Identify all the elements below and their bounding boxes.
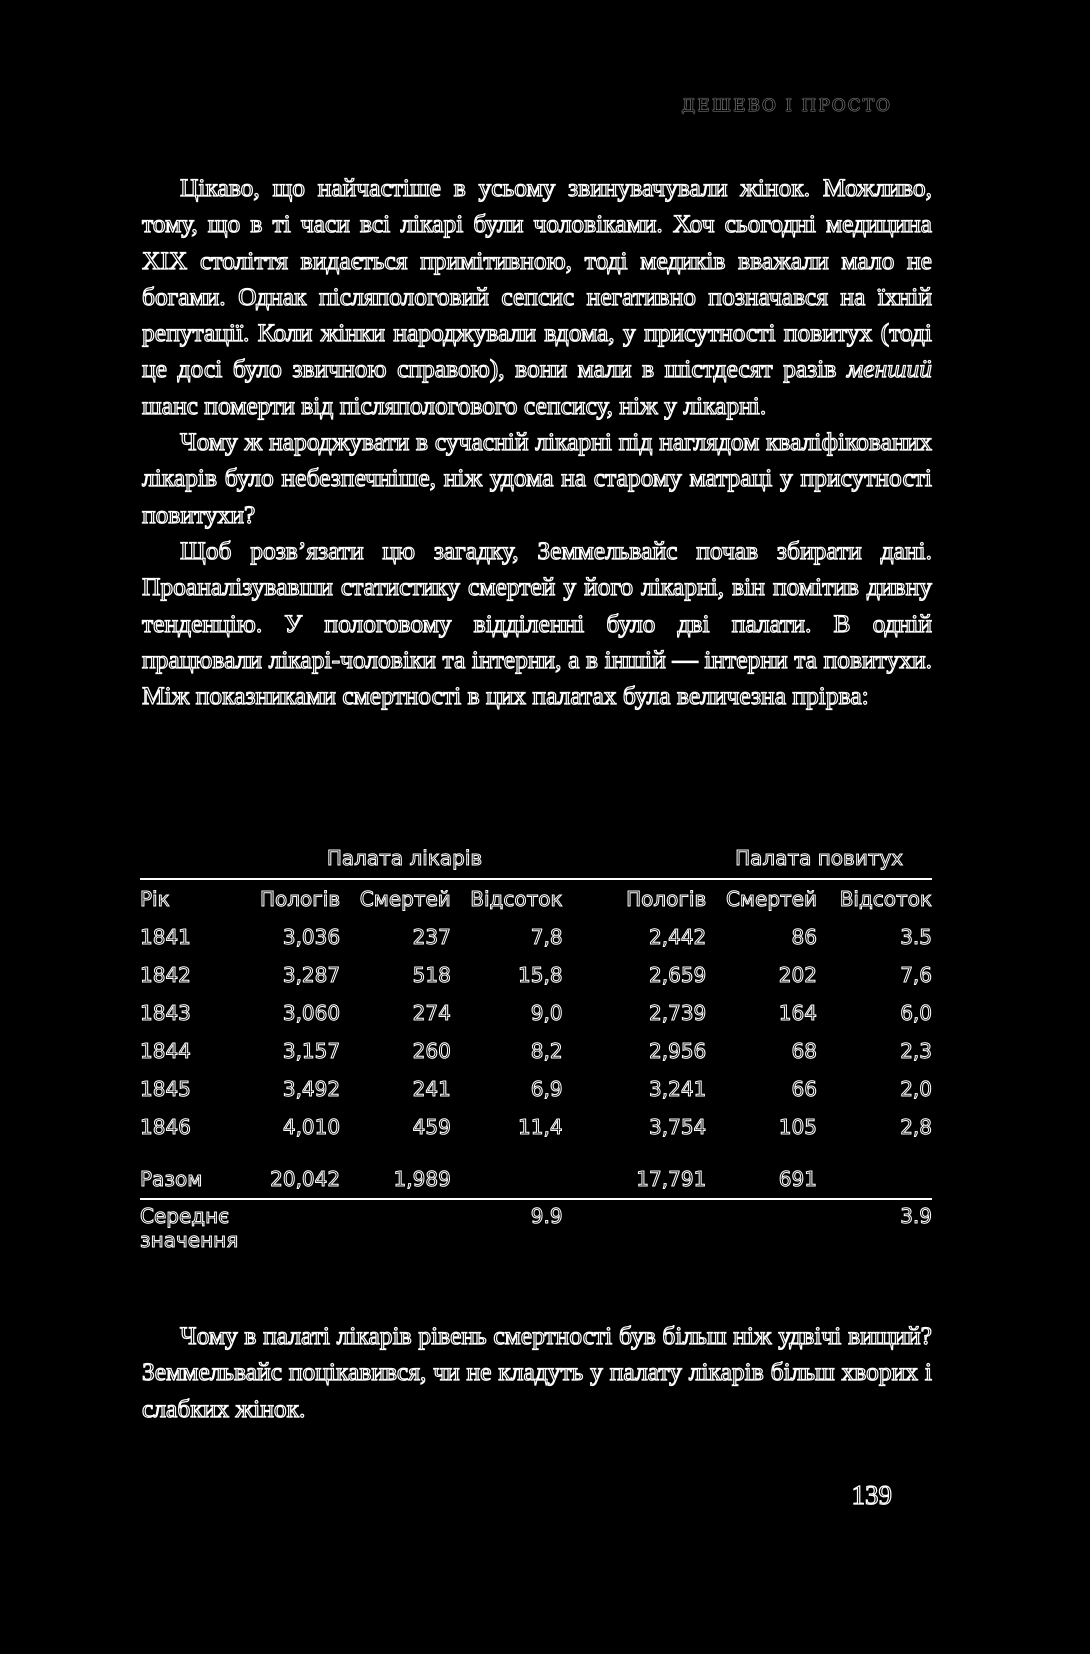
group-midwives: Палата повитух — [706, 838, 932, 879]
table-group-header — [140, 838, 932, 879]
table-row: 1841 3,036 237 7,8 2,442 86 3.5 — [140, 925, 932, 949]
group-doctors: Палата лікарів — [246, 838, 562, 879]
table-row: 1845 3,492 241 6,9 3,241 66 2,0 — [140, 1077, 932, 1101]
paragraph-4: Чому в палаті лікарів рівень смертності був більш ніж удвічі вищий? Земмельвайс поцікавився, чи не кладуть у палату лікарів більш хворих і слабких жінок. — [142, 1321, 932, 1423]
running-head: ДЕШЕВО І ПРОСТО — [681, 96, 892, 116]
table-row: 1846 4,010 459 11,4 3,754 105 2,8 — [140, 1115, 932, 1139]
body-text-top — [142, 170, 932, 714]
paragraph-3: Щоб розв’язати цю загадку, Земмельвайс почав збирати дані. Проаналізувавши статистику смертей у його лікарні, він помітив дивну тенденцію. У пологовому відділенні було дві палати. В одній працювали лікарі-чоловіки та інтерни, а в іншій — інтерни та повитухи. Між показниками смертності в цих палатах була величезна прірва: — [142, 535, 932, 711]
paragraph-1: Цікаво, що найчастіше в усьому звинувачували жінок. Можливо, тому, що в ті часи всі лікарі були чоловіками. Хоч сьогодні медицина XIX століття видається примітивною, тоді медиків вважали мало не богами. Однак післяпологовий сепсис негативно позначався на їхній репутації. Коли жінки народжували вдома, у присутності повитух (тоді це досі було звичною справою), вони мали в шістдесят разів меншиӥ шанс померти від післяпологового сепсису, ніж у лікарні. — [142, 173, 932, 420]
table-row: 1844 3,157 260 8,2 2,956 68 2,3 — [140, 1039, 932, 1063]
table-average-row: Середнє значення 9.9 3.9 — [140, 1199, 932, 1264]
body-text-bottom — [142, 1318, 932, 1427]
table-column-header: Рік Пологів Смертей Відсоток Пологів Смертей Відсоток — [140, 887, 932, 911]
page-number: 139 — [851, 1480, 892, 1510]
table-total-row: Разом 20,042 1,989 17,791 691 — [140, 1167, 817, 1191]
table-row: 1842 3,287 518 15,8 2,659 202 7,6 — [140, 963, 932, 987]
table-row: 1843 3,060 274 9,0 2,739 164 6,0 — [140, 1001, 932, 1025]
mortality-table — [140, 838, 932, 1264]
paragraph-2: Чому ж народжувати в сучасній лікарні під наглядом кваліфікованих лікарів було небезпечніше, ніж удома на старому матраці у присутності повитухи? — [142, 427, 932, 529]
emphasis-word: меншиӥ — [847, 354, 932, 384]
